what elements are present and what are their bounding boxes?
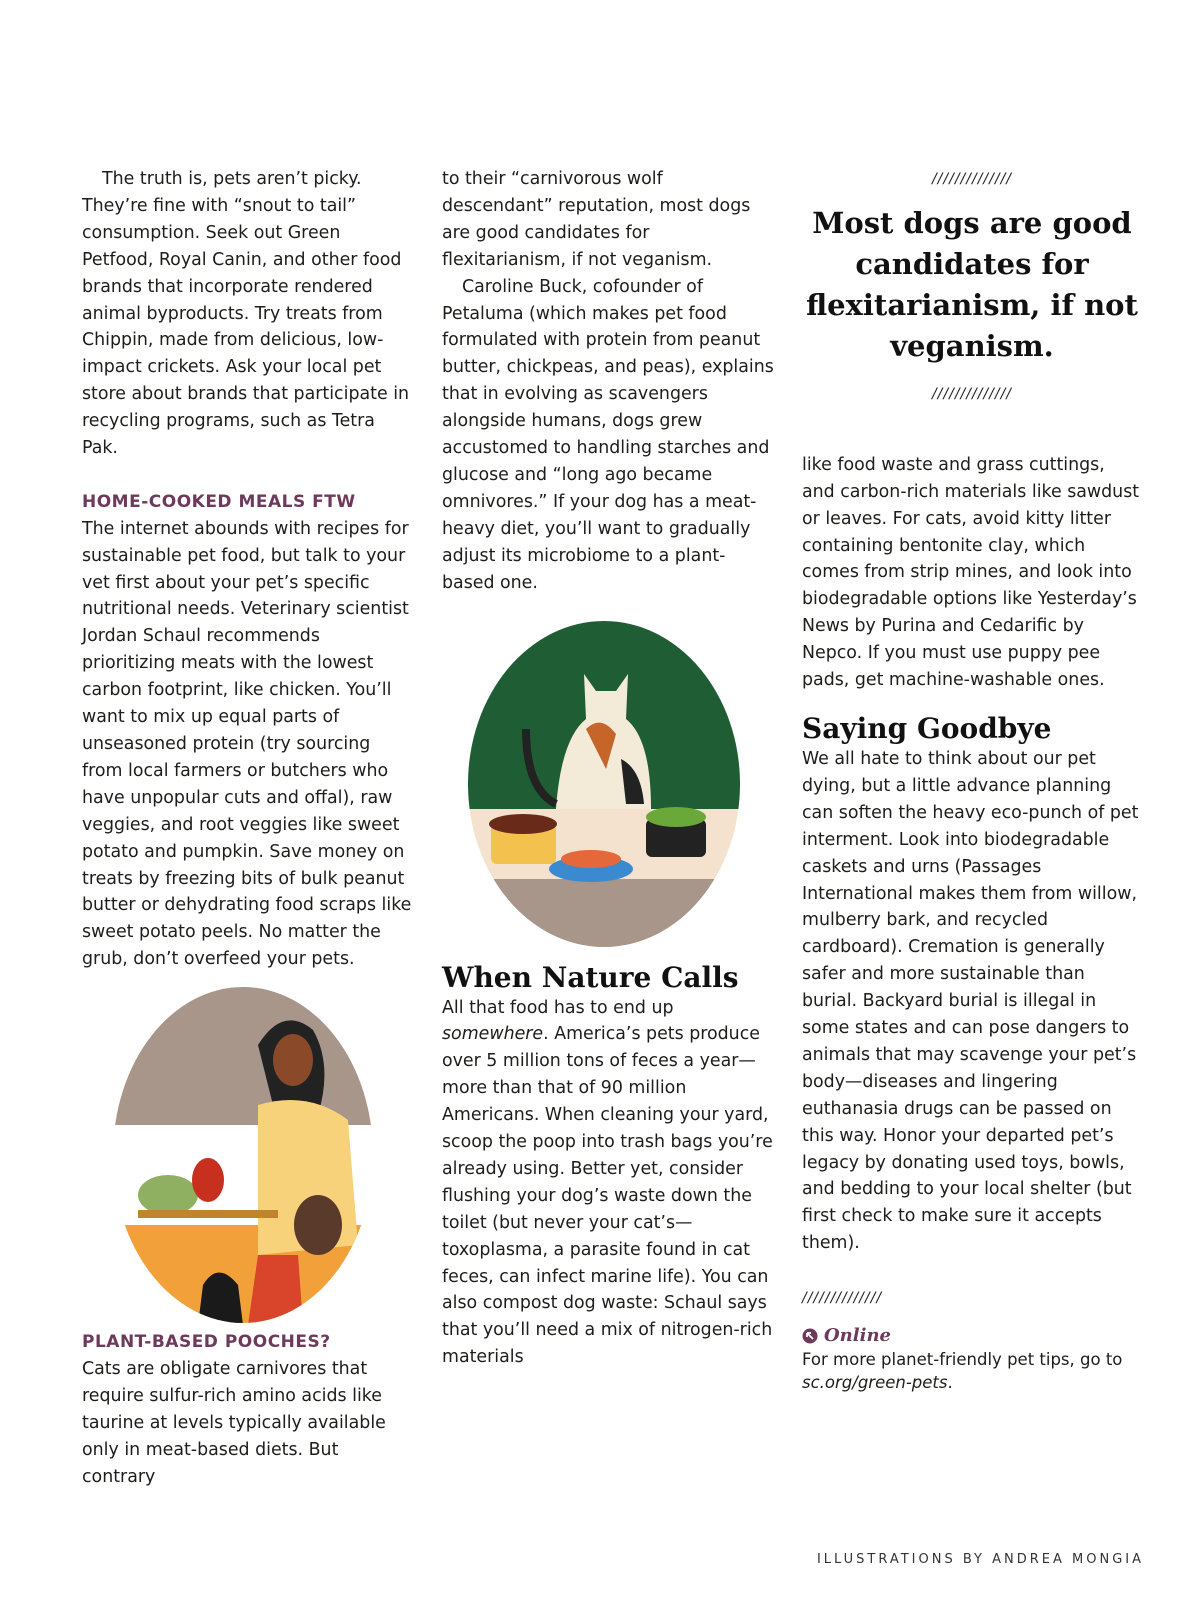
emphasis-text: somewhere	[442, 1024, 544, 1045]
body-paragraph: Cats are obligate carnivores that require sulfur-rich amino acids like taurine at levels typically available only in meat-based diets. But contrary	[82, 1359, 386, 1487]
body-paragraph: Caroline Buck, cofounder of Petaluma (which makes pet food formulated with protein from peanut butter, chickpeas, and peas), explains that in evolving as scavengers alongside humans, dogs grew accustomed to handling starches and glucose and “long ago became omnivores.” If your dog has a meat-heavy diet, you’ll want to gradually adjust its microbiome to a plant-based one.	[442, 276, 774, 593]
heading-saying-goodbye: Saying Goodbye	[802, 711, 1052, 745]
online-note-end: .	[947, 1373, 953, 1393]
body-paragraph: We all hate to think about our pet dying, but a little advance planning can soften the heavy eco-punch of pet interment. Look into biodegradable caskets and urns (Passages International makes them from willow, mulberry bark, and recycled cardboard). Cremation is generally safer and more sustainable than burial. Backyard burial is illegal in some states and can pose dangers to animals that may scavenge your pet’s body—diseases and lingering euthanasia drugs can be passed on this way. Honor your departed pet’s legacy by donating used toys, bowls, and bedding to your local shelter (but first check to make sure it accepts them).	[802, 748, 1139, 1254]
online-label-text: Online	[824, 1325, 891, 1347]
illustration-credit: ILLUSTRATIONS BY ANDREA MONGIA	[816, 1552, 1144, 1567]
online-note	[802, 1348, 1142, 1394]
body-text: . America’s pets produce over 5 million tons of feces a year—more than that of 90 million Americans. When cleaning your yard, scoop the poop into trash bags you’re already using. Better yet, consider flushing your dog’s waste down the toilet (but never your cat’s—toxoplasma, a parasite found in cat feces, can infect marine life). You can also compost dog waste: Schaul says that you’ll need a mix of nitrogen-rich materials	[442, 1024, 773, 1368]
pull-quote: Most dogs are good candidates for flexitarianism, if not veganism.	[806, 205, 1138, 363]
online-link[interactable]: sc.org/green-pets	[802, 1373, 948, 1393]
cat-with-bowls-illustration	[466, 619, 774, 949]
online-label	[802, 1324, 1142, 1348]
subhead-home-cooked: HOME-COOKED MEALS FTW	[82, 491, 356, 512]
divider-slashes-bottom: //////////////	[931, 385, 1013, 402]
online-note-text: For more planet-friendly pet tips, go to	[802, 1350, 1123, 1370]
column-2	[442, 166, 774, 1371]
body-paragraph: like food waste and grass cuttings, and carbon-rich materials like sawdust or leaves. For cats, avoid kitty litter containing bentonite clay, which comes from strip mines, and look into biodegradable options like Yesterday’s News by Purina and Cedarific by Nepco. If you must use puppy pee pads, get machine-washable ones.	[802, 454, 1140, 691]
body-paragraph: The internet abounds with recipes for sustainable pet food, but talk to your vet first about your pet’s specific nutritional needs. Veterinary scientist Jordan Schaul recommends prioritizing meats with the lowest carbon footprint, like chicken. You’ll want to mix up equal parts of unseasoned protein (try sourcing from local farmers or butchers who have unpopular cuts and offal), raw veggies, and root veggies like sweet potato and pumpkin. Save money on treats by freezing bits of bulk peanut butter or dehydrating food scraps like sweet potato peels. No matter the grub, don’t overfeed your pets.	[82, 518, 412, 970]
column-1	[82, 166, 414, 1491]
woman-cooking-illustration	[108, 985, 414, 1325]
column-3	[802, 166, 1142, 1394]
body-text: All that food has to end up	[442, 997, 674, 1018]
arrow-circle-icon	[802, 1328, 818, 1344]
divider-slashes-top: //////////////	[931, 171, 1013, 187]
heading-when-nature-calls: When Nature Calls	[442, 960, 739, 994]
divider-slashes: //////////////	[802, 1290, 883, 1307]
body-paragraph: to their “carnivorous wolf descendant” reputation, most dogs are good candidates for flexitarianism, if not veganism.	[442, 169, 751, 270]
body-paragraph: The truth is, pets aren’t picky. They’re fine with “snout to tail” consumption. Seek out Green Petfood, Royal Canin, and other food brands that incorporate rendered animal byproducts. Try treats from Chippin, made from delicious, low-impact crickets. Ask your local pet store about brands that participate in recycling programs, such as Tetra Pak.	[82, 169, 410, 459]
subhead-plant-based: PLANT-BASED POOCHES?	[82, 1332, 331, 1353]
body-paragraph	[442, 995, 774, 1372]
